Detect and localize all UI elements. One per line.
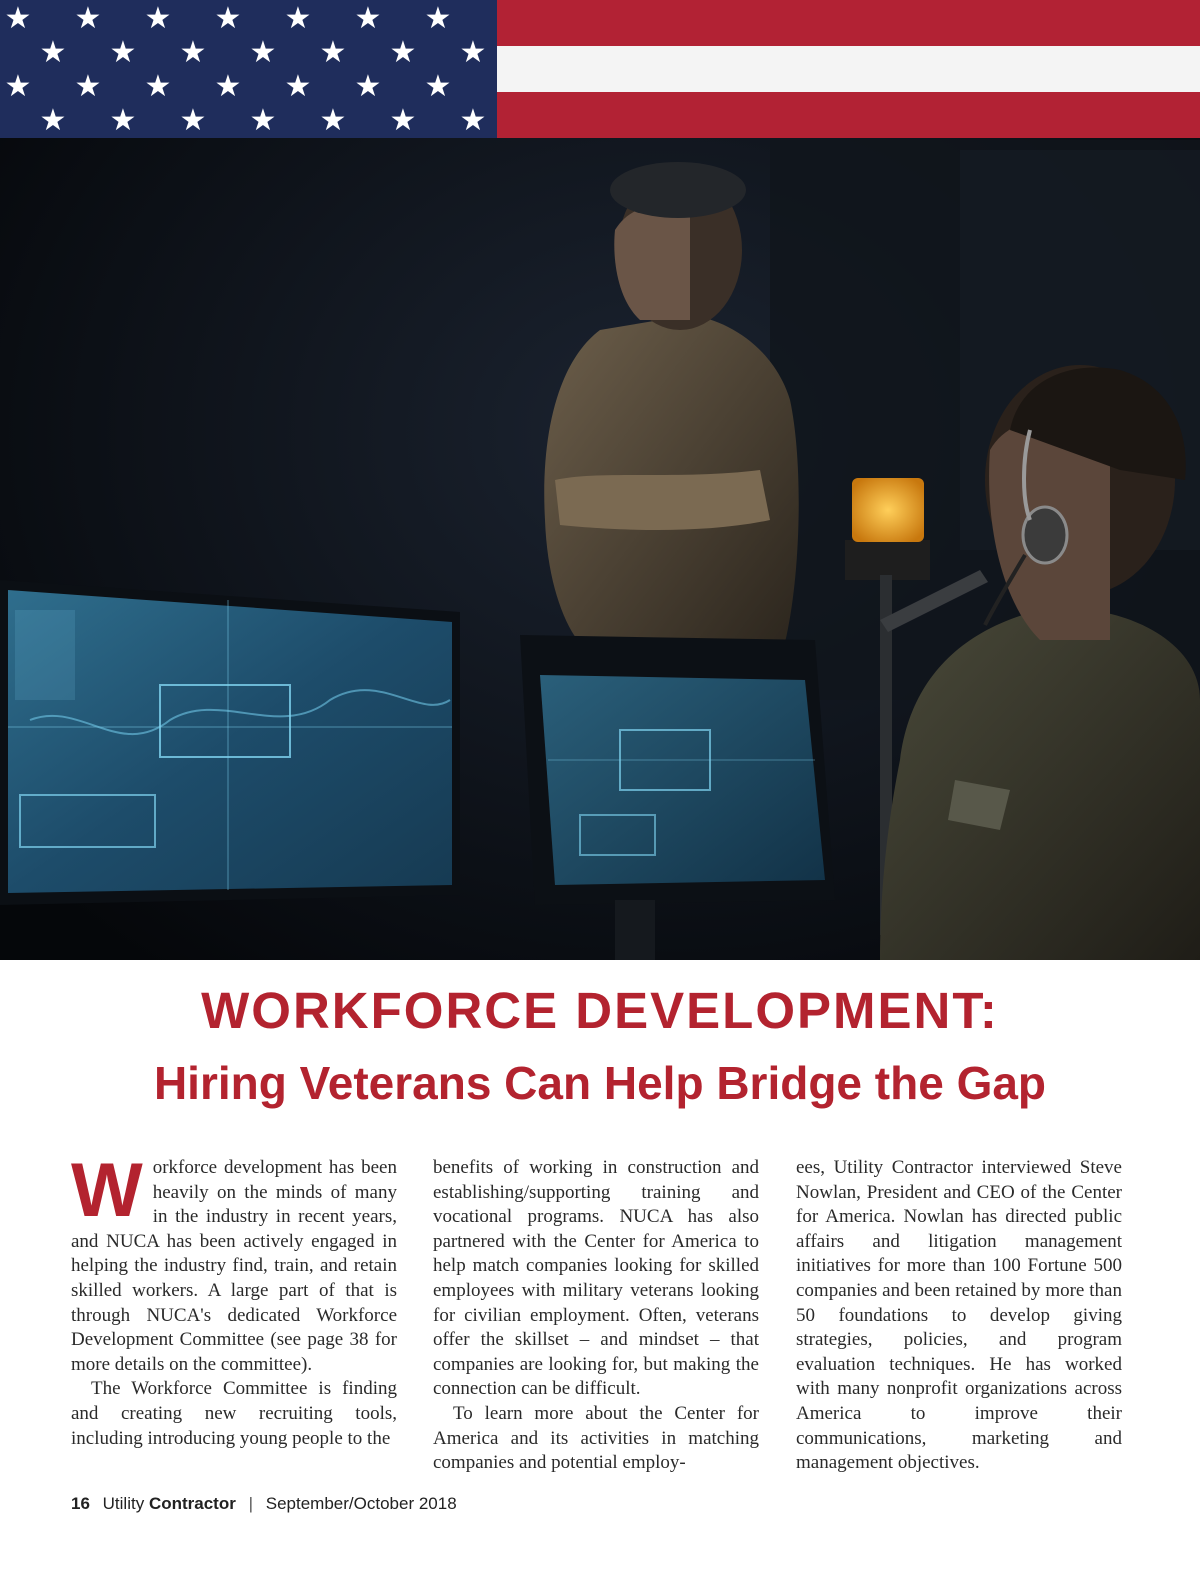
paragraph-3: benefits of working in construction and establishing/supporting training and vocational programs. NUCA has also partnered with the Center for America to help match companies looking for skilled employees with military veterans looking for civilian employment. Often, veterans offer the skillset – and mindset – that companies are looking for, but making the connection can be difficult. xyxy=(433,1157,759,1400)
paragraph-1 xyxy=(71,1148,397,1377)
page-footer xyxy=(71,1494,457,1514)
paragraph-1-text: orkforce development has been heavily on the minds of many in the industry in recent years, and NUCA has been actively engaged in helping the industry find, train, and retain skilled workers. A large part of that is through NUCA's dedicated Workforce Development Committee (see page 38 for more details on the committee). xyxy=(71,1157,397,1375)
article-column-1 xyxy=(71,1148,397,1451)
footer-separator: | xyxy=(248,1494,254,1513)
svg-text:★: ★ xyxy=(109,103,137,138)
article-column-3 xyxy=(796,1156,1122,1476)
svg-text:★: ★ xyxy=(74,69,102,104)
svg-text:★: ★ xyxy=(249,103,277,138)
svg-text:★: ★ xyxy=(319,35,347,70)
publication-name-part1: Utility xyxy=(102,1494,145,1513)
svg-text:★: ★ xyxy=(144,1,172,36)
svg-text:★: ★ xyxy=(179,103,207,138)
left-monitor xyxy=(0,580,460,905)
headline-kicker: WORKFORCE DEVELOPMENT: xyxy=(201,982,999,1039)
svg-text:★: ★ xyxy=(214,69,242,104)
page-number: 16 xyxy=(71,1494,90,1513)
svg-text:★: ★ xyxy=(459,103,487,138)
svg-text:★: ★ xyxy=(459,35,487,70)
svg-text:★: ★ xyxy=(39,35,67,70)
svg-text:★: ★ xyxy=(109,35,137,70)
svg-text:★: ★ xyxy=(249,35,277,70)
flag-banner xyxy=(0,0,1200,138)
svg-text:★: ★ xyxy=(179,35,207,70)
svg-text:★: ★ xyxy=(389,103,417,138)
headline-title: Hiring Veterans Can Help Bridge the Gap xyxy=(153,1057,1047,1109)
svg-text:★: ★ xyxy=(284,1,312,36)
svg-text:★: ★ xyxy=(4,69,32,104)
paragraph-5: ees, Utility Contractor interviewed Steve Nowlan, President and CEO of the Center for America. Nowlan has directed public affairs and litigation management initiatives for more than 100 Fortune 500 companies and been retained by more than 50 foundations to develop giving strategies, policies, and program evaluation techniques. He has worked with many nonprofit organizations across America to improve their communications, marketing and management objectives. xyxy=(796,1157,1122,1474)
svg-text:★: ★ xyxy=(284,69,312,104)
svg-text:★: ★ xyxy=(4,1,32,36)
svg-text:★: ★ xyxy=(144,69,172,104)
svg-text:★: ★ xyxy=(389,35,417,70)
issue-date: September/October 2018 xyxy=(265,1494,457,1513)
svg-text:★: ★ xyxy=(354,69,382,104)
svg-text:★: ★ xyxy=(424,1,452,36)
paragraph-2: The Workforce Committee is finding and creating new recruiting tools, including introducing young people to the xyxy=(71,1378,397,1449)
paragraph-4: To learn more about the Center for America and its activities in matching companies and potential employ- xyxy=(433,1402,759,1474)
svg-text:★: ★ xyxy=(319,103,347,138)
svg-text:★: ★ xyxy=(214,1,242,36)
svg-text:★: ★ xyxy=(424,69,452,104)
article-headline xyxy=(0,980,1200,1114)
svg-text:★: ★ xyxy=(39,103,67,138)
publication-name-part2: Contractor xyxy=(148,1494,236,1513)
svg-text:★: ★ xyxy=(74,1,102,36)
article-column-2 xyxy=(433,1156,759,1476)
drop-cap: W xyxy=(71,1148,143,1233)
svg-text:★: ★ xyxy=(354,1,382,36)
